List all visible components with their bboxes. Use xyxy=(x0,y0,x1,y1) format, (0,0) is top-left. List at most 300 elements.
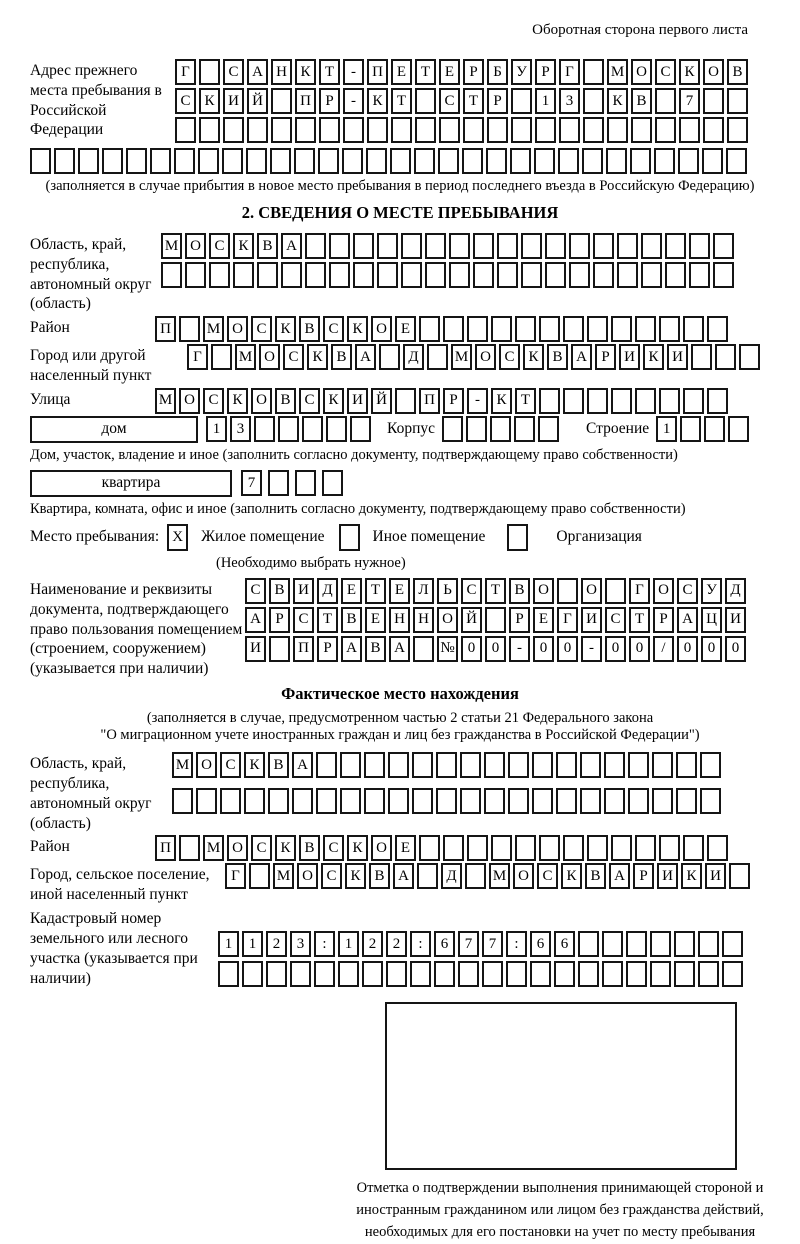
char-box[interactable]: Г xyxy=(559,59,580,85)
char-box[interactable] xyxy=(415,117,436,143)
char-box[interactable] xyxy=(563,388,584,414)
char-box[interactable]: Г xyxy=(557,607,578,633)
char-box[interactable]: И xyxy=(581,607,602,633)
char-box[interactable]: С xyxy=(499,344,520,370)
char-box[interactable] xyxy=(391,117,412,143)
char-box[interactable]: Т xyxy=(515,388,536,414)
char-box[interactable] xyxy=(689,233,710,259)
char-box[interactable]: П xyxy=(155,835,176,861)
char-box[interactable] xyxy=(607,117,628,143)
char-box[interactable] xyxy=(515,316,536,342)
char-box[interactable] xyxy=(290,961,311,987)
char-box[interactable] xyxy=(722,961,743,987)
char-box[interactable] xyxy=(484,752,505,778)
char-box[interactable] xyxy=(242,961,263,987)
char-box[interactable]: Р xyxy=(509,607,530,633)
char-box[interactable]: 6 xyxy=(434,931,455,957)
char-box[interactable] xyxy=(443,835,464,861)
char-box[interactable]: 0 xyxy=(677,636,698,662)
char-box[interactable] xyxy=(511,88,532,114)
char-box[interactable] xyxy=(377,262,398,288)
char-box[interactable] xyxy=(460,788,481,814)
char-box[interactable] xyxy=(700,752,721,778)
char-box[interactable]: Т xyxy=(485,578,506,604)
char-box[interactable] xyxy=(683,835,704,861)
char-box[interactable] xyxy=(294,148,315,174)
char-box[interactable]: К xyxy=(561,863,582,889)
char-box[interactable]: М xyxy=(273,863,294,889)
char-box[interactable]: П xyxy=(295,88,316,114)
char-box[interactable] xyxy=(268,788,289,814)
char-box[interactable] xyxy=(174,148,195,174)
char-box[interactable] xyxy=(563,316,584,342)
char-box[interactable] xyxy=(713,262,734,288)
char-box[interactable]: Й xyxy=(371,388,392,414)
char-box[interactable]: Р xyxy=(463,59,484,85)
char-box[interactable] xyxy=(539,388,560,414)
char-box[interactable] xyxy=(676,788,697,814)
char-box[interactable] xyxy=(532,752,553,778)
char-box[interactable]: П xyxy=(293,636,314,662)
char-box[interactable]: С xyxy=(175,88,196,114)
char-box[interactable]: А xyxy=(247,59,268,85)
char-box[interactable] xyxy=(538,416,559,442)
char-box[interactable]: К xyxy=(347,835,368,861)
char-box[interactable]: Т xyxy=(463,88,484,114)
char-box[interactable]: В xyxy=(257,233,278,259)
char-box[interactable] xyxy=(172,788,193,814)
char-box[interactable]: Г xyxy=(175,59,196,85)
char-box[interactable]: Т xyxy=(391,88,412,114)
char-box[interactable] xyxy=(329,262,350,288)
char-box[interactable]: Е xyxy=(395,316,416,342)
char-box[interactable] xyxy=(388,788,409,814)
char-box[interactable]: В xyxy=(365,636,386,662)
char-box[interactable]: О xyxy=(179,388,200,414)
char-box[interactable] xyxy=(497,262,518,288)
char-box[interactable] xyxy=(521,262,542,288)
char-box[interactable] xyxy=(726,148,747,174)
char-box[interactable]: 0 xyxy=(533,636,554,662)
char-box[interactable] xyxy=(295,470,316,496)
char-box[interactable]: О xyxy=(371,835,392,861)
char-box[interactable]: Т xyxy=(365,578,386,604)
char-box[interactable]: С xyxy=(283,344,304,370)
char-box[interactable]: В xyxy=(268,752,289,778)
char-box[interactable] xyxy=(593,262,614,288)
char-box[interactable] xyxy=(485,607,506,633)
char-box[interactable] xyxy=(458,961,479,987)
char-box[interactable] xyxy=(419,316,440,342)
char-box[interactable] xyxy=(683,316,704,342)
char-box[interactable]: О xyxy=(227,316,248,342)
char-box[interactable] xyxy=(652,752,673,778)
char-box[interactable]: В xyxy=(727,59,748,85)
char-box[interactable] xyxy=(497,233,518,259)
char-box[interactable] xyxy=(425,233,446,259)
char-box[interactable] xyxy=(319,117,340,143)
char-box[interactable]: 2 xyxy=(266,931,287,957)
char-box[interactable] xyxy=(126,148,147,174)
char-box[interactable]: Р xyxy=(319,88,340,114)
char-box[interactable]: О xyxy=(259,344,280,370)
char-box[interactable] xyxy=(487,117,508,143)
char-box[interactable] xyxy=(198,148,219,174)
char-box[interactable] xyxy=(390,148,411,174)
char-box[interactable] xyxy=(722,931,743,957)
char-box[interactable]: М xyxy=(203,316,224,342)
char-box[interactable] xyxy=(510,148,531,174)
char-box[interactable]: С xyxy=(323,835,344,861)
char-box[interactable]: И xyxy=(619,344,640,370)
char-box[interactable] xyxy=(257,262,278,288)
char-box[interactable]: И xyxy=(657,863,678,889)
char-box[interactable]: С xyxy=(209,233,230,259)
char-box[interactable]: К xyxy=(367,88,388,114)
char-box[interactable]: Г xyxy=(187,344,208,370)
char-box[interactable] xyxy=(486,148,507,174)
char-box[interactable] xyxy=(578,961,599,987)
char-box[interactable] xyxy=(350,416,371,442)
char-box[interactable] xyxy=(559,117,580,143)
char-box[interactable]: К xyxy=(643,344,664,370)
char-box[interactable] xyxy=(659,835,680,861)
char-box[interactable] xyxy=(703,117,724,143)
char-box[interactable]: М xyxy=(235,344,256,370)
char-box[interactable] xyxy=(270,148,291,174)
char-box[interactable]: У xyxy=(701,578,722,604)
char-box[interactable]: 1 xyxy=(242,931,263,957)
char-box[interactable]: А xyxy=(341,636,362,662)
char-box[interactable] xyxy=(419,835,440,861)
char-box[interactable] xyxy=(659,388,680,414)
char-box[interactable] xyxy=(436,752,457,778)
char-box[interactable] xyxy=(460,752,481,778)
char-box[interactable]: О xyxy=(631,59,652,85)
char-box[interactable] xyxy=(702,148,723,174)
char-box[interactable]: Р xyxy=(595,344,616,370)
char-box[interactable] xyxy=(535,117,556,143)
char-box[interactable]: Д xyxy=(317,578,338,604)
char-box[interactable]: 0 xyxy=(485,636,506,662)
char-box[interactable] xyxy=(340,752,361,778)
char-box[interactable]: П xyxy=(419,388,440,414)
char-box[interactable] xyxy=(655,88,676,114)
char-box[interactable] xyxy=(401,233,422,259)
char-box[interactable] xyxy=(305,233,326,259)
char-box[interactable] xyxy=(583,59,604,85)
char-box[interactable] xyxy=(508,752,529,778)
char-box[interactable] xyxy=(338,961,359,987)
char-box[interactable]: О xyxy=(703,59,724,85)
char-box[interactable] xyxy=(484,788,505,814)
char-box[interactable]: О xyxy=(513,863,534,889)
char-box[interactable]: 6 xyxy=(554,931,575,957)
char-box[interactable]: М xyxy=(161,233,182,259)
char-box[interactable]: - xyxy=(343,59,364,85)
char-box[interactable] xyxy=(340,788,361,814)
char-box[interactable] xyxy=(425,262,446,288)
char-box[interactable]: 2 xyxy=(386,931,407,957)
char-box[interactable] xyxy=(209,262,230,288)
char-box[interactable]: С xyxy=(655,59,676,85)
char-box[interactable] xyxy=(583,88,604,114)
char-box[interactable] xyxy=(628,752,649,778)
char-box[interactable] xyxy=(545,233,566,259)
char-box[interactable] xyxy=(179,835,200,861)
char-box[interactable] xyxy=(102,148,123,174)
char-box[interactable]: А xyxy=(281,233,302,259)
char-box[interactable] xyxy=(463,117,484,143)
char-box[interactable] xyxy=(246,148,267,174)
char-box[interactable]: С xyxy=(323,316,344,342)
char-box[interactable] xyxy=(353,262,374,288)
char-box[interactable] xyxy=(534,148,555,174)
char-box[interactable] xyxy=(611,388,632,414)
char-box[interactable] xyxy=(707,835,728,861)
char-box[interactable]: К xyxy=(347,316,368,342)
char-box[interactable] xyxy=(466,416,487,442)
char-box[interactable]: С xyxy=(677,578,698,604)
char-box[interactable] xyxy=(244,788,265,814)
stay-type-checkbox-org[interactable] xyxy=(507,524,528,551)
char-box[interactable] xyxy=(196,788,217,814)
char-box[interactable] xyxy=(521,233,542,259)
char-box[interactable]: К xyxy=(227,388,248,414)
char-box[interactable]: Е xyxy=(365,607,386,633)
char-box[interactable] xyxy=(679,117,700,143)
char-box[interactable]: С xyxy=(299,388,320,414)
char-box[interactable] xyxy=(587,316,608,342)
char-box[interactable]: К xyxy=(244,752,265,778)
char-box[interactable]: В xyxy=(331,344,352,370)
char-box[interactable] xyxy=(415,88,436,114)
char-box[interactable] xyxy=(410,961,431,987)
char-box[interactable]: К xyxy=(681,863,702,889)
char-box[interactable] xyxy=(179,316,200,342)
char-box[interactable] xyxy=(676,752,697,778)
char-box[interactable]: Р xyxy=(443,388,464,414)
char-box[interactable]: 1 xyxy=(218,931,239,957)
char-box[interactable] xyxy=(715,344,736,370)
char-box[interactable]: С xyxy=(251,316,272,342)
char-box[interactable] xyxy=(650,931,671,957)
char-box[interactable]: В xyxy=(299,316,320,342)
char-box[interactable]: К xyxy=(323,388,344,414)
char-box[interactable] xyxy=(377,233,398,259)
char-box[interactable]: А xyxy=(393,863,414,889)
char-box[interactable]: Ц xyxy=(701,607,722,633)
char-box[interactable] xyxy=(605,578,626,604)
char-box[interactable]: О xyxy=(227,835,248,861)
char-box[interactable]: Б xyxy=(487,59,508,85)
char-box[interactable] xyxy=(185,262,206,288)
char-box[interactable] xyxy=(707,316,728,342)
char-box[interactable] xyxy=(630,148,651,174)
char-box[interactable]: Е xyxy=(395,835,416,861)
char-box[interactable] xyxy=(302,416,323,442)
char-box[interactable]: Д xyxy=(441,863,462,889)
char-box[interactable]: : xyxy=(410,931,431,957)
char-box[interactable] xyxy=(54,148,75,174)
char-box[interactable] xyxy=(602,961,623,987)
char-box[interactable] xyxy=(305,262,326,288)
char-box[interactable] xyxy=(434,961,455,987)
char-box[interactable]: Р xyxy=(535,59,556,85)
char-box[interactable]: И xyxy=(725,607,746,633)
char-box[interactable] xyxy=(626,931,647,957)
char-box[interactable]: Т xyxy=(319,59,340,85)
char-box[interactable]: Д xyxy=(725,578,746,604)
char-box[interactable]: Й xyxy=(247,88,268,114)
char-box[interactable]: Т xyxy=(415,59,436,85)
char-box[interactable] xyxy=(556,788,577,814)
char-box[interactable] xyxy=(593,233,614,259)
char-box[interactable] xyxy=(665,262,686,288)
char-box[interactable] xyxy=(150,148,171,174)
char-box[interactable] xyxy=(436,788,457,814)
char-box[interactable] xyxy=(626,961,647,987)
char-box[interactable]: А xyxy=(571,344,592,370)
char-box[interactable] xyxy=(641,262,662,288)
char-box[interactable] xyxy=(439,117,460,143)
char-box[interactable]: О xyxy=(251,388,272,414)
char-box[interactable] xyxy=(652,788,673,814)
char-box[interactable]: 1 xyxy=(656,416,677,442)
char-box[interactable]: 7 xyxy=(482,931,503,957)
char-box[interactable]: Ь xyxy=(437,578,458,604)
char-box[interactable]: 0 xyxy=(725,636,746,662)
char-box[interactable] xyxy=(508,788,529,814)
char-box[interactable] xyxy=(218,961,239,987)
char-box[interactable] xyxy=(30,148,51,174)
char-box[interactable] xyxy=(539,316,560,342)
char-box[interactable]: Н xyxy=(389,607,410,633)
char-box[interactable] xyxy=(617,233,638,259)
char-box[interactable] xyxy=(641,233,662,259)
char-box[interactable]: И xyxy=(667,344,688,370)
char-box[interactable]: 7 xyxy=(241,470,262,496)
char-box[interactable] xyxy=(329,233,350,259)
char-box[interactable] xyxy=(727,117,748,143)
char-box[interactable] xyxy=(449,262,470,288)
char-box[interactable] xyxy=(438,148,459,174)
char-box[interactable]: С xyxy=(223,59,244,85)
char-box[interactable]: А xyxy=(292,752,313,778)
char-box[interactable] xyxy=(698,961,719,987)
char-box[interactable]: С xyxy=(439,88,460,114)
char-box[interactable]: К xyxy=(199,88,220,114)
char-box[interactable] xyxy=(515,835,536,861)
char-box[interactable] xyxy=(556,752,577,778)
char-box[interactable] xyxy=(602,931,623,957)
char-box[interactable] xyxy=(665,233,686,259)
char-box[interactable] xyxy=(379,344,400,370)
char-box[interactable] xyxy=(295,117,316,143)
char-box[interactable]: А xyxy=(389,636,410,662)
char-box[interactable] xyxy=(563,835,584,861)
char-box[interactable] xyxy=(473,233,494,259)
char-box[interactable] xyxy=(704,416,725,442)
char-box[interactable] xyxy=(659,316,680,342)
char-box[interactable] xyxy=(580,788,601,814)
char-box[interactable] xyxy=(266,961,287,987)
char-box[interactable] xyxy=(729,863,750,889)
char-box[interactable]: В xyxy=(341,607,362,633)
char-box[interactable] xyxy=(220,788,241,814)
char-box[interactable] xyxy=(674,961,695,987)
char-box[interactable]: У xyxy=(511,59,532,85)
char-box[interactable] xyxy=(635,835,656,861)
char-box[interactable]: 1 xyxy=(535,88,556,114)
char-box[interactable]: К xyxy=(275,316,296,342)
char-box[interactable]: : xyxy=(314,931,335,957)
char-box[interactable] xyxy=(578,931,599,957)
char-box[interactable]: 0 xyxy=(557,636,578,662)
char-box[interactable]: - xyxy=(343,88,364,114)
char-box[interactable]: В xyxy=(269,578,290,604)
char-box[interactable]: Р xyxy=(653,607,674,633)
char-box[interactable]: : xyxy=(506,931,527,957)
char-box[interactable]: 1 xyxy=(338,931,359,957)
char-box[interactable]: С xyxy=(461,578,482,604)
char-box[interactable]: Л xyxy=(413,578,434,604)
char-box[interactable]: М xyxy=(607,59,628,85)
char-box[interactable]: Н xyxy=(271,59,292,85)
char-box[interactable] xyxy=(395,388,416,414)
char-box[interactable] xyxy=(713,233,734,259)
char-box[interactable] xyxy=(683,388,704,414)
char-box[interactable]: 3 xyxy=(230,416,251,442)
char-box[interactable]: К xyxy=(607,88,628,114)
char-box[interactable]: В xyxy=(369,863,390,889)
char-box[interactable]: Р xyxy=(317,636,338,662)
char-box[interactable] xyxy=(367,117,388,143)
char-box[interactable] xyxy=(514,416,535,442)
char-box[interactable] xyxy=(442,416,463,442)
char-box[interactable]: К xyxy=(275,835,296,861)
char-box[interactable] xyxy=(587,388,608,414)
char-box[interactable]: И xyxy=(347,388,368,414)
char-box[interactable] xyxy=(532,788,553,814)
char-box[interactable]: Т xyxy=(317,607,338,633)
char-box[interactable]: Е xyxy=(341,578,362,604)
char-box[interactable]: А xyxy=(609,863,630,889)
char-box[interactable]: Т xyxy=(629,607,650,633)
char-box[interactable] xyxy=(545,262,566,288)
char-box[interactable]: К xyxy=(523,344,544,370)
char-box[interactable] xyxy=(271,117,292,143)
char-box[interactable] xyxy=(292,788,313,814)
char-box[interactable] xyxy=(558,148,579,174)
char-box[interactable] xyxy=(314,961,335,987)
char-box[interactable] xyxy=(611,835,632,861)
char-box[interactable] xyxy=(465,863,486,889)
char-box[interactable] xyxy=(462,148,483,174)
char-box[interactable]: А xyxy=(677,607,698,633)
char-box[interactable] xyxy=(587,835,608,861)
char-box[interactable]: Д xyxy=(403,344,424,370)
char-box[interactable] xyxy=(617,262,638,288)
char-box[interactable]: 0 xyxy=(701,636,722,662)
char-box[interactable] xyxy=(506,961,527,987)
char-box[interactable] xyxy=(233,262,254,288)
char-box[interactable]: К xyxy=(491,388,512,414)
char-box[interactable] xyxy=(417,863,438,889)
char-box[interactable] xyxy=(401,262,422,288)
char-box[interactable] xyxy=(175,117,196,143)
char-box[interactable]: 7 xyxy=(679,88,700,114)
